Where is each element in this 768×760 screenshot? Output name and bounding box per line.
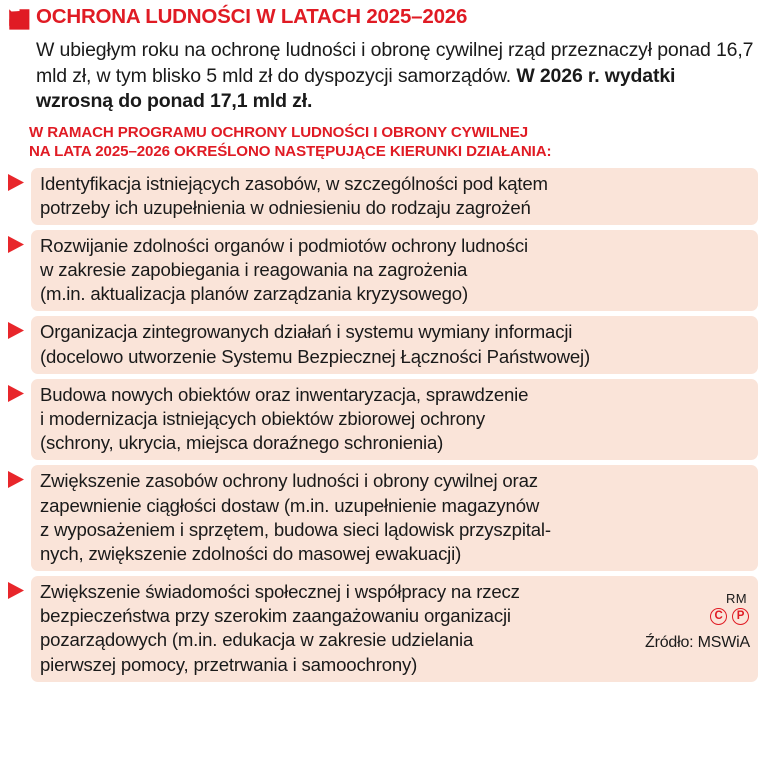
list-item bbox=[6, 168, 758, 225]
list-item-box bbox=[31, 316, 758, 373]
list-item-line: zapewnienie ciągłości dostaw (m.in. uzupełnienie magazynów bbox=[40, 494, 540, 516]
list-item-line: pozarządowych (m.in. edukacja w zakresie udzielania bbox=[40, 629, 474, 651]
list-item-line: nych, zwiększenie zdolności do masowej ewakuacji) bbox=[40, 542, 462, 564]
lead-paragraph bbox=[36, 38, 754, 115]
header bbox=[0, 0, 768, 33]
lead-text-regular: W ubiegłym roku na ochronę ludności i obronę cywilnej rząd przeznaczył ponad 16,7 mld zł, w tym blisko 5 mld zł do dyspozycji samorządów. bbox=[36, 39, 754, 87]
list-item-line: Organizacja zintegrowanych działań i systemu wymiany informacji bbox=[40, 321, 573, 343]
directions-list bbox=[0, 168, 768, 682]
list-item-line: Zwiększenie zasobów ochrony ludności i obrony cywilnej oraz bbox=[40, 470, 538, 492]
list-item-line: bezpieczeństwa przy szerokim zaangażowaniu organizacji bbox=[40, 605, 511, 627]
source-label: Źródło: MSWiA bbox=[645, 634, 750, 652]
list-item-line: Zwiększenie świadomości społecznej i współpracy na rzecz bbox=[40, 581, 520, 603]
section-subheading bbox=[29, 124, 758, 161]
list-item bbox=[6, 316, 758, 373]
list-item-box bbox=[31, 576, 758, 682]
triangle-right-icon bbox=[6, 235, 26, 254]
list-item-line: Budowa nowych obiektów oraz inwentaryzacja, sprawdzenie bbox=[40, 383, 529, 405]
copyright-icon: C bbox=[710, 608, 727, 625]
arrow-down-right-icon bbox=[6, 7, 32, 33]
triangle-right-icon bbox=[6, 581, 26, 600]
lead-text-bold: W 2026 r. wydatki wzrosną do ponad 17,1 mld zł. bbox=[36, 64, 676, 113]
triangle-right-icon bbox=[6, 384, 26, 403]
list-item-box bbox=[31, 379, 758, 461]
list-item-line: (m.in. aktualizacja planów zarządzania kryzysowego) bbox=[40, 283, 468, 305]
list-item-line: w zakresie zapobiegania i reagowania na zagrożenia bbox=[40, 259, 468, 281]
list-item-line: (docelowo utworzenie Systemu Bezpiecznej Łączności Państwowej) bbox=[40, 345, 591, 367]
triangle-right-icon bbox=[6, 321, 26, 340]
list-item-line: i modernizacja istniejących obiektów zbiorowej ochrony bbox=[40, 407, 486, 429]
triangle-right-icon bbox=[6, 470, 26, 489]
list-item bbox=[6, 465, 758, 571]
list-item bbox=[6, 576, 758, 682]
list-item-box bbox=[31, 465, 758, 571]
list-item-line: pierwszej pomocy, przetrwania i samoochrony) bbox=[40, 653, 418, 675]
rm-label: RM bbox=[725, 591, 747, 607]
list-item-box bbox=[31, 230, 758, 312]
list-item-box bbox=[31, 168, 758, 225]
page-title: OCHRONA LUDNOŚCI W LATACH 2025–2026 bbox=[36, 5, 468, 28]
credits-block bbox=[638, 592, 750, 652]
list-item bbox=[6, 230, 758, 312]
list-item-line: (schrony, ukrycia, miejsca doraźnego schronienia) bbox=[40, 432, 444, 454]
triangle-right-icon bbox=[6, 173, 26, 192]
subheading-line-1: W RAMACH PROGRAMU OCHRONY LUDNOŚCI I OBRONY CYWILNEJ bbox=[29, 124, 529, 142]
list-item-line: Identyfikacja istniejących zasobów, w szczególności pod kątem bbox=[40, 172, 548, 194]
list-item bbox=[6, 379, 758, 461]
rights-marks bbox=[638, 608, 750, 625]
subheading-line-2: NA LATA 2025–2026 OKREŚLONO NASTĘPUJĄCE KIERUNKI DZIAŁANIA: bbox=[29, 142, 552, 160]
list-item-line: Rozwijanie zdolności organów i podmiotów ochrony ludności bbox=[40, 234, 528, 256]
phonogram-icon: P bbox=[732, 608, 749, 625]
list-item-line: z wyposażeniem i sprzętem, budowa sieci lądowisk przyszpital- bbox=[40, 518, 551, 540]
list-item-line: potrzeby ich uzupełnienia w odniesieniu do rodzaju zagrożeń bbox=[40, 196, 531, 218]
